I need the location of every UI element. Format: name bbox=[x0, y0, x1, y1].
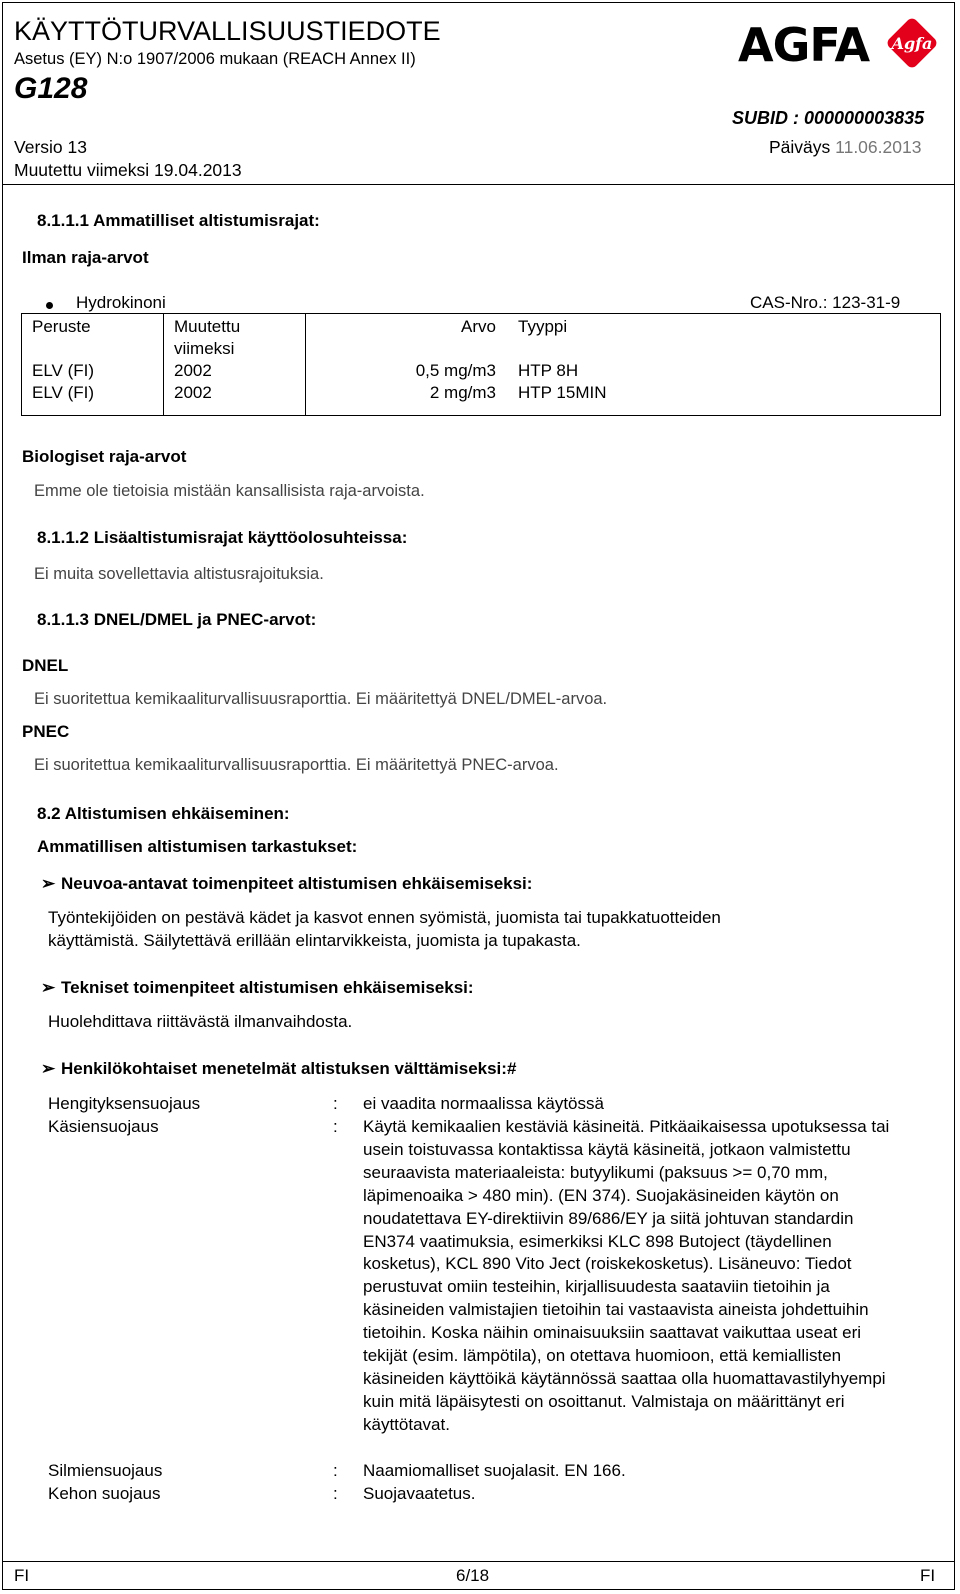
version: Versio 13 bbox=[14, 137, 87, 157]
table-header-row bbox=[22, 314, 941, 416]
table-cell: 0,5 mg/m3 bbox=[415, 361, 496, 380]
agfa-logo-wordmark: AGFA bbox=[738, 18, 870, 72]
technical-text: Huolehdittava riittävästä ilmanvaihdosta. bbox=[48, 1012, 353, 1031]
agfa-logo-badge bbox=[883, 14, 941, 72]
ppe-value: Käytä kemikaalien kestäviä käsineitä. Pitkäaikaisessa upotuksessa tai usein toistuvassa kontaktissa käytä käsineitä, jotkaon valmistettu seuraavista materiaaleista: butyylikumi (paksuus >= 0,70 mm, läpimenoaika > 480 min). (EN 374). Suojakäsineiden käytön on noudatettava EY-direktiivin 89/686/EY ja siitä johtuvan standardin EN374 vaatimuksia, esimerkiksi KLC 898 Butoject (täydellinen kosketus), KCL 890 Vito Ject (roiskekosketus). Lisäneuvo: Tiedot perustuvat omiin testeihin, kirjallisuudesta saataviin tietoihin ja käsineiden valmistajien tietoihin tai vastaavista aineista johdettuihin tietoihin. Koska näihin ominaisuuksiin saattavat vaikuttaa useat eri tekijät (esim. lämpötila), on otettava huomioon, että kemiallisten käsineiden käyttöikä käytännössä saattaa olla huomattavastilyhyempi kuin mitä läpäisytesti on osoittanut. Valmistaja on määrittänyt eri käyttötavat. bbox=[363, 1117, 890, 1434]
dnel-label: DNEL bbox=[22, 656, 69, 675]
arrow-bullet-icon: ➢ bbox=[41, 978, 56, 997]
table-cell: ELV (FI) bbox=[32, 361, 95, 380]
bio-limits-heading: Biologiset raja-arvot bbox=[22, 447, 187, 466]
table-header-cell-line2: viimeksi bbox=[174, 339, 235, 358]
document-title: KÄYTTÖTURVALLISUUSTIEDOTE bbox=[14, 16, 441, 46]
exposure-limit-table bbox=[21, 313, 941, 416]
footer-language-right: FI bbox=[920, 1566, 936, 1585]
table-cell: HTP 8H bbox=[518, 361, 579, 380]
dnel-text: Ei suoritettua kemikaaliturvallisuusraporttia. Ei määritettyä DNEL/DMEL-arvoa. bbox=[34, 690, 608, 708]
bullet-icon bbox=[46, 302, 53, 309]
table-cell: 2 mg/m3 bbox=[429, 383, 496, 402]
ppe-label: Kehon suojaus bbox=[48, 1484, 161, 1503]
personal-protection-heading: ➢ Henkilökohtaiset menetelmät altistuksen välttämiseksi:# bbox=[41, 1059, 517, 1078]
subid: SUBID : 000000003835 bbox=[732, 108, 925, 128]
svg-text:Agfa: Agfa bbox=[891, 34, 933, 53]
page-number: 6/18 bbox=[456, 1566, 490, 1585]
section-8113-heading: 8.1.1.3 DNEL/DMEL ja PNEC-arvot: bbox=[37, 610, 317, 629]
table-header-cell: Tyyppi bbox=[518, 317, 568, 336]
bio-limits-text: Emme ole tietoisia mistään kansallisista raja-arvoista. bbox=[34, 482, 425, 500]
ppe-row-respiratory: Hengityksensuojaus : ei vaadita normaalissa käytössä bbox=[48, 1093, 928, 1116]
arrow-bullet-icon: ➢ bbox=[41, 1059, 56, 1078]
ppe-label: Käsiensuojaus bbox=[48, 1117, 159, 1136]
advice-heading: ➢ Neuvoa-antavat toimenpiteet altistumisen ehkäisemiseksi: bbox=[41, 874, 533, 893]
ppe-value: Naamiomalliset suojalasit. EN 166. bbox=[363, 1461, 626, 1480]
header-divider bbox=[2, 184, 955, 185]
section-82-heading: 8.2 Altistumisen ehkäiseminen: bbox=[37, 804, 290, 823]
occupational-controls-heading: Ammatillisen altistumisen tarkastukset: bbox=[37, 837, 358, 856]
ppe-value: Suojavaatetus. bbox=[363, 1484, 476, 1503]
cas-number: CAS-Nro.: 123-31-9 bbox=[750, 293, 901, 312]
advice-text-line2: käyttämistä. Säilytettävä erillään elintarvikkeista, juomista ja tupakasta. bbox=[48, 931, 581, 950]
footer-divider bbox=[2, 1561, 955, 1562]
ppe-row-hands: Käsiensuojaus : Käytä kemikaalien kestäviä käsineitä. Pitkäaikaisessa upotuksessa tai usein toistuvassa kontaktissa käytä käsineitä, jotkaon valmistettu seuraavista materiaaleista: butyylikumi (paksuus >= 0,70 mm, läpimenoaika > 480 min). (EN 374). Suojakäsineiden käytön on noudatettava EY-direktiivin 89/686/EY ja siitä johtuvan standardin EN374 vaatimuksia, esimerkiksi KLC 898 Butoject (täydellinen kosketus), KCL 890 Vito Ject (roiskekosketus). Lisäneuvo: Tiedot perustuvat omiin testeihin, kirjallisuudesta saataviin tietoihin ja käsineiden valmistajien tietoihin tai vastaavista aineista johdettuihin tietoihin. Koska näihin ominaisuuksiin saattavat vaikuttaa useat eri tekijät (esim. lämpötila), on otettava huomioon, että kemiallisten käsineiden käyttöikä käytännössä saattaa olla huomattavastilyhyempi kuin mitä läpäisytesti on osoittanut. Valmistaja on määrittänyt eri käyttötavat. bbox=[48, 1116, 928, 1486]
arrow-bullet-icon: ➢ bbox=[41, 874, 56, 893]
product-code: G128 bbox=[14, 72, 88, 105]
table-header-cell: Muutettu bbox=[174, 317, 241, 336]
table-cell: ELV (FI) bbox=[32, 383, 95, 402]
footer-language-left: FI bbox=[14, 1566, 30, 1585]
issue-date bbox=[769, 137, 921, 158]
ppe-label: Silmiensuojaus bbox=[48, 1461, 163, 1480]
section-8112-heading: 8.1.1.2 Lisäaltistumisrajat käyttöolosuhteissa: bbox=[37, 528, 408, 547]
last-modified: Muutettu viimeksi 19.04.2013 bbox=[14, 160, 242, 180]
table-header-cell: Peruste bbox=[32, 317, 91, 336]
pnec-text: Ei suoritettua kemikaaliturvallisuusraporttia. Ei määritettyä PNEC-arvoa. bbox=[34, 756, 559, 774]
regulation-line: Asetus (EY) N:o 1907/2006 mukaan (REACH Annex II) bbox=[14, 50, 416, 68]
table-header-cell: Arvo bbox=[461, 317, 496, 336]
table-cell: HTP 15MIN bbox=[518, 383, 607, 402]
date-label: Päiväys bbox=[769, 137, 831, 157]
pnec-label: PNEC bbox=[22, 722, 70, 741]
no-limits-subheading: Ilman raja-arvot bbox=[22, 248, 149, 267]
ppe-label: Hengityksensuojaus bbox=[48, 1094, 201, 1113]
advice-text-line1: Työntekijöiden on pestävä kädet ja kasvot ennen syömistä, juomista tai tupakkatuotteiden bbox=[48, 908, 721, 927]
date-value: 11.06.2013 bbox=[835, 137, 922, 157]
section-8111-heading: 8.1.1.1 Ammatilliset altistumisrajat: bbox=[37, 211, 320, 230]
technical-heading: ➢ Tekniset toimenpiteet altistumisen ehkäisemiseksi: bbox=[41, 978, 474, 997]
section-8112-text: Ei muita sovellettavia altistusrajoituksia. bbox=[34, 565, 324, 583]
ppe-row-body: Kehon suojaus : Suojavaatetus. bbox=[48, 1483, 928, 1506]
ppe-value: ei vaadita normaalissa käytössä bbox=[363, 1094, 604, 1113]
substance-name: Hydrokinoni bbox=[76, 293, 166, 312]
ppe-row-eyes: Silmiensuojaus : Naamiomalliset suojalasit. EN 166. bbox=[48, 1460, 928, 1483]
table-cell: 2002 bbox=[174, 361, 212, 380]
table-cell: 2002 bbox=[174, 383, 212, 402]
